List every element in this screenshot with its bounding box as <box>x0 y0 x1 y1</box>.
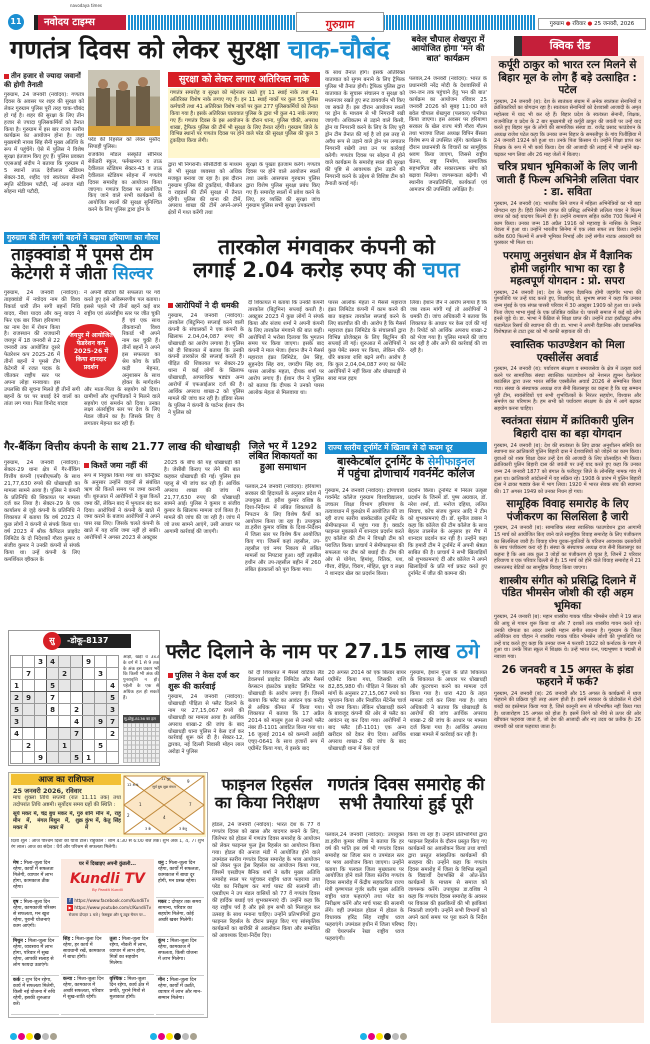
registration-marks <box>10 1025 650 1035</box>
sudoku-cell[interactable]: 7 <box>107 716 119 728</box>
kundli-house: 3 के <box>145 827 152 831</box>
tarcol-headline-line2: लगाई 2.04 करोड़ रुपए की <box>193 258 416 283</box>
sudoku-cell[interactable]: 2 <box>71 704 83 716</box>
basketball-headline <box>325 456 487 480</box>
sudoku-cell[interactable]: 2 <box>11 692 23 704</box>
tarcol-body-1: गुरुग्राम, 24 जनवरी (नवोदय): तारकोल (बिटुमिन) सप्लाई करने वाली कंपनी के संचालकों ने एक कंपनी के खिलाफ 2.04,04,087 रुपए की धोखाधड़ी का आरोप लगाया है। पुलिस को दी शिकायत में बताया कि उनकी कंपनी तारकोल की सप्लाई करती है। पीड़ित की शिकायत पर सेक्टर-29 थाना में कई लोगों के खिलाफ धोखाधड़ी, आपराधिक षड्यंत्र अन्य आरोपों में एफआईआर दर्ज की है। आर्थिक अपराध शाखा-2 को पुलिस मामले की जांच कर रही है। इंडिया सेल्स के पुलिस ने कंपनी के पार्टनर ईशान जैन ने पुलिस को <box>168 313 244 416</box>
taekwondo-strip: गुरुग्राम की तीन सगी बहनों ने बढ़ाया हरियाणा का गौरव <box>4 232 160 244</box>
sudoku-cell[interactable] <box>71 668 83 680</box>
sudoku-row <box>11 656 119 668</box>
sudoku-cell[interactable] <box>107 668 119 680</box>
quick-read-label: क्विक रीड <box>549 39 591 52</box>
sudoku-cell[interactable] <box>59 656 71 668</box>
rashi-name: धनु : <box>158 861 168 866</box>
sudoku-cell[interactable] <box>83 704 95 716</box>
lead-photo-caption: परेड की रिहर्सल को लेकर मुस्तैद सिपाही पुलिस। <box>88 137 160 150</box>
sudoku-puzzle <box>8 630 160 766</box>
rashi-sign <box>156 898 204 937</box>
nbfc-subhead <box>84 460 160 471</box>
lead-body-3: द्वारा भी निगरानी। सीसीटीवी के माध्यम से भी सुरक्षा व्यवस्था को अधिक मजबूत बनाया जा रहा है। इस दौरान गुरुग्राम पुलिस की टुकड़ियां, पीसीआर व राइडर्स की टीमें सुरक्षा में तैनात रहेंगी। पुलिस की थाना की टीमें, अपराध शाखा की टीमें अपने-अपने क्षेत्रों में गश्त करेंगी तथा <box>168 162 242 217</box>
quick-read-body: गुरुग्राम, 24 जनवरी (ब): देश के स्वतंत्रता संग्राम में अनेक स्वतंत्रता सेनानियों व क्रांतिकारियों का योगदान रहा है। स्वतंत्रता सेनानियों को देशवासी आजादी के अमृत महोत्सव में याद भी कर रहे हैं। बिहार प्रदेश के स्वतंत्रता सेनानी, शिक्षक, राजनीतिज्ञ व प्रदेश के 2 बार मुख्यमंत्री रहे कर्पूरी ठाकुर की जयंती पर उन्हें याद करते हुए बिहार मूल के लोगों की सामाजिक संस्था डा. राजेंद्र प्रसाद फाउंडेशन के अध्यक्ष राजेश पटेल कहा कि उनका जन्म बिहार के समस्तीपुर के गांव पितौंझिया में 24 जनवरी 1924 को हुआ था। उनके पिता किसान थे। उन्होंने शिक्षा प्राप्त कर शिक्षक के रूप में भी कार्य किया। देश की आजादी की लड़ाई में भी उन्होंने बढ़-चढ़कर भाग लिया और 26 माह जेलों में बिताए। <box>494 98 641 158</box>
sudoku-cell[interactable] <box>71 740 83 752</box>
sudoku-cell[interactable]: 8 <box>47 704 59 716</box>
dateline: गुरुग्राम ● रविवार ● 25 जनवरी, 2026 <box>538 18 646 30</box>
section-tab <box>296 12 384 32</box>
sudoku-cell[interactable] <box>23 704 35 716</box>
taekwondo-headline-accent: सिल्वर <box>112 263 153 284</box>
rashifal-box <box>8 772 208 1018</box>
sudoku-row <box>11 704 119 716</box>
chaupal-body: पलवल,24 जनवरी (नवोदय): भारत के प्रधानमंत्री नरेंद्र मोदी के देशवासियों से जन-जन तक पहुंचाने हेतु 'मन की बात' कार्यक्रम का आयोजन रविवार 25 जनवरी 2026 को सुबह 11:00 बजे बवेल चौपाल शेखपुरा (पलवल) पानीपत किया जाएगा। इस अवसर पर हरियाणा सरकार के खेल राज्य मंत्री गौरव गौतम तथा भाजपा जिला अध्यक्ष विपिन बैंसला विशेष रूप से उपस्थित रहेंगे। कार्यक्रम के दौरान प्रधानमंत्री के विचारों का सामूहिक श्रवण किया जाएगा, जिससे राष्ट्रीय चेतना, राष्ट्र निर्माण, सामाजिक सहभागिता और सकारात्मक सोच को बढ़ावा मिलेगा। जागरूकता बढ़ेगी। भी स्थानीय जनप्रतिनिधि, कार्यकर्ता एवं आमजन की उपस्थिति अपेक्षित है। <box>409 76 487 193</box>
sudoku-cell[interactable] <box>47 740 59 752</box>
sudoku-row <box>11 752 119 764</box>
rashi-text: मिला-जुला दिन रहेगा, कामकाज में सफलता, किसी योजना में लाभ मिलेगा। <box>158 939 198 962</box>
sudoku-cell[interactable]: 1 <box>59 740 71 752</box>
rashi-sign <box>11 859 59 898</box>
sudoku-cell[interactable] <box>23 752 35 764</box>
quick-read-body: गुरुग्राम, 24 जनवरी (ब): पर्यावरण संरक्षण व समाजसेवा के क्षेत्र में उत्कृष्ट कार्य करने पर सामाजिक संस्था स्वास्तिक फाउण्डेशन को नेशनल ह्यूमन वेलफेयर काउंसिल द्वारा उत्तर भारत सर्विस एक्सीलेंस अवार्ड 2026 से सम्मानित किया गया। संस्था के संस्थापक अध्यक्ष राज सैनी बिलासपुर का कहना है कि यह सम्मान पूरी टीम, स्वयंसेवियों एवं सभी शुभचिंतकों के निरंतर सहयोग, विश्वास और समर्पण का परिणाम है। हम सभी को पर्यावरण संरक्षण के क्षेत्र में आगे बढ़कर सहयोग करना चाहिए। <box>494 366 641 412</box>
sudoku-cell[interactable] <box>95 680 107 692</box>
sudoku-cell[interactable]: 5 <box>47 680 59 692</box>
rashifal-header <box>9 773 206 837</box>
rashi-sign <box>61 975 108 1015</box>
sudoku-cell[interactable] <box>35 716 47 728</box>
brand-logo: नवोदय टाइम्स <box>34 15 126 30</box>
section-title: गुरुग्राम <box>325 18 355 31</box>
police-officers-photo-icon <box>88 70 160 136</box>
sudoku-cell[interactable]: 4 <box>107 680 119 692</box>
rashi-text: दोपहर तक समय सामान्य, परिवार का सहयोग मिलेगा, कोई अच्छी खबर मिलेगी। <box>158 900 202 923</box>
sudoku-cell[interactable] <box>71 656 83 668</box>
sudoku-cell[interactable] <box>35 680 47 692</box>
sudoku-cell[interactable] <box>71 680 83 692</box>
quick-read-headline: 26 जनवरी व 15 अगस्त के झंडा फहराने में फर्क? <box>501 663 634 689</box>
lead-headline <box>10 36 405 64</box>
sudoku-solution-title: सु-डोकू-8136 का हल <box>123 715 160 723</box>
sudoku-cell[interactable]: 3 <box>35 656 47 668</box>
lead-box-title: सुरक्षा को लेकर लगाए अतिरिक्त नाके <box>168 72 320 87</box>
rashi-name: वृष : <box>13 900 23 905</box>
kundli-house: 4 <box>163 815 166 820</box>
sudoku-title <box>47 634 131 648</box>
bullet-icon <box>168 673 173 678</box>
sudoku-cell[interactable]: 9 <box>83 656 95 668</box>
sudoku-badge: सु <box>43 632 61 650</box>
planet-position-1: सूर्य मकर में, चंद्र मीन में, मंगल मकर में <box>13 811 47 831</box>
nbfc-body-2: रूप में नियुक्त किया गया था। कॉन्ट्रैक्ट के अनुसार उन्होंने वाहनों से संबंधित ऋण की किश्तें समय पर जमा करानी थीं। शुरुआत में आरोपियों ने कुछ किश्तें जमा कीं, लेकिन बाद में भुगतान बंद कर दिया। आरोपियों ने कंपनी के खाते में जमा कराने के बजाय आरोपियों ने अपने पास रख लिए। जिसके चलते कंपनी के खाते में यह राशि जमा नहीं हो सकी। आरोपियों ने अगस्त 2023 से अक्टूबर <box>84 473 160 542</box>
sudoku-cell[interactable] <box>59 728 71 740</box>
sudoku-cell[interactable]: 4 <box>11 728 23 740</box>
sudoku-cell[interactable] <box>35 704 47 716</box>
kundli-house: 7 <box>189 802 192 807</box>
rashi-text: शुभ दिन रहेगा, कार्य में सफलता मिलेगी, किसी नई योजना में रुचि रहेगी, इसकी शुरुआत करें। <box>13 978 56 1007</box>
taekwondo-headline-line1: ताइक्वांडो में पूमसे टीम <box>11 245 153 265</box>
rashi-name: मिथुन : <box>13 939 27 944</box>
planet-position-2: बुध मकर में, गुरु मिथुन में, शुक्र मकर में <box>49 811 83 831</box>
rehearsal-headline: फाइनल रिहर्सल का किया निरीक्षण <box>214 775 320 812</box>
nbfc-body-3: 2025 के बीच की यह धोखाधड़ी की है। जेसीबी किराए पर लेने की बात कहकर धोखाधड़ी की गई। पुलिस इस पहलू से भी जांच कर रही है। आर्थिक अपराध शाखा की जांच में 21,77,630 रुपए की धोखाधड़ी सामने आई। पुलिस ने कुमार व संजीव कुमार के खिलाफ मामला दर्ज किया है। मामले की जांच की जा रही है। जांच में जो तथ्य सामने आएंगे, उसी आधार पर आगामी कार्रवाई की जाएगी। <box>164 460 240 536</box>
sudoku-cell[interactable] <box>47 728 59 740</box>
sudoku-instructions: आड़ी, खड़ी व 3x3 के वर्ग में 1 से 9 तक के अंक इस प्रकार भरें कि किसी भी अंक की पुनरावृत्ति न हो। पहेली के एक से अधिक हल हो सकते हैं। <box>123 655 159 701</box>
rashi-text: मिला-जुला दिन रहेगा, व्यवसाय में लाभ होगा, परिवार में सुख रहेगा, आपकी सलाह से लोग फायदा उठाएंगे। <box>13 939 55 968</box>
rashi-text: मिला-जुला दिन रहेगा, कार्यों में सफलता मिलेगी, व्यापार में लाभ होगा, कामकाज ठीक रहेगा। <box>13 861 54 890</box>
signs-left <box>11 859 59 1015</box>
sudoku-cell[interactable] <box>23 728 35 740</box>
flat-headline <box>166 640 487 662</box>
youtube-link[interactable] <box>67 905 154 911</box>
kundli-house: 9 <box>187 779 190 784</box>
sudoku-cell[interactable]: 1 <box>11 680 23 692</box>
rashifal-summary: दिशा शूल : आज पश्चिम दिशा की यात्रा टालें। राहुकाल : शाम 4:30 से 6:00 बजे तक। शुभ अंक 1, 4, 7। शुभ रंग लाल। आज का संदेश : धैर्य और परिश्रम से सफलता मिलेगी। <box>11 839 204 850</box>
flat-headline-accent: ठगे <box>456 639 480 663</box>
sudoku-cell[interactable] <box>59 680 71 692</box>
sudoku-cell[interactable] <box>107 656 119 668</box>
facebook-link[interactable] <box>67 898 154 904</box>
sudoku-row <box>11 716 119 728</box>
facebook-url: https://www.facebook.com/KundliTv <box>74 898 150 903</box>
sudoku-cell[interactable] <box>11 752 23 764</box>
rashi-sign <box>11 898 59 937</box>
rashifal-title: आज का राशिफल <box>11 774 121 785</box>
sudoku-cell[interactable] <box>59 704 71 716</box>
flat-subhead <box>168 670 244 692</box>
taekwondo-headline <box>4 246 160 283</box>
ceremony-body-2: किया जा रहा है। उन्होंने प्रतिभागियों द्वारा फाइनल रिहर्सल के दौरान प्रस्तुत किए गए कार्यक्रमों का अवलोकन किया तथा बच्चों द्वारा प्रस्तुत सांस्कृतिक कार्यक्रमों की सराहना की। उन्होंने कहा कि गणतंत्र दिवस समारोह में जिला के विभिन्न स्कूलों के विद्यार्थी देशभक्ति से ओत-प्रोत कार्यक्रमों के माध्यम से समाज को जागरूक करेंगे। उपायुक्त डा.वशिष्ठ ने कहा कि गणतंत्र दिवस समारोह के अवसर पर विकास की झलकियों की भी झांकियां निकाली जाएंगी। उन्होंने सभी विभागों को अपने कार्य समय पर पूरा करने के निर्देश दिए। <box>408 832 487 928</box>
quick-read-tab <box>514 36 618 56</box>
lead-headline-accent: चाक-चौबंद <box>287 35 390 64</box>
sudoku-cell[interactable] <box>23 716 35 728</box>
rashi-text: मिला-जुला दिन रहेगा, कार्यों में सफलता, कामकाज में बाधा दूर होगी, मन प्रसन्न रहेगा। <box>158 861 201 884</box>
taekwondo-highlight-circle <box>62 322 120 380</box>
sudoku-cell[interactable] <box>95 728 107 740</box>
highlight-text: जयपुर में आयोजित फेडरेशन कप 2025-26 में किया शानदार प्रदर्शन <box>69 332 113 371</box>
sudoku-cell[interactable] <box>35 668 47 680</box>
sudoku-cell[interactable]: 7 <box>71 728 83 740</box>
quick-read-body: गुरुग्राम, 24 जनवरी (ब): देश की स्वतंत्रता के लिए ढाका अनुशीलन समिति का स्थापना कर क्रांतिकारी पुलिन बिहारी दास ने देशवासियों को जोड़ने का काम किया। युवाओं को शस्त्र शिक्षा देकर उन्हें देश की आजादी के लिए प्रोत्साहित भी किया। क्रांतिकारी पुलिन बिहारी दास की जयंती पर उन्हें याद करते हुए कहा कि उनका जन्म 24 जनवरी 1877 को बंगाल के फरीदपुर जिले के लोनसिंह नामक गांव में हुआ था। क्रांतिकारी आंदोलनों में वह सक्रिय रहे। 1908 के प्रारंभ में पुलिन बिहारी दास ने ढाका षड्यंत्र केस में भाग लिया। 1920 में भारत सेवक संघ की स्थापना की। 17 अगस्त 1949 को उनका निधन हो गया। <box>494 442 641 495</box>
sudoku-cell[interactable] <box>35 692 47 704</box>
basketball-headline-line2: में पहुंचा द्रोणाचार्य गवर्नमेंट कॉलेज <box>337 467 475 481</box>
sudoku-cell[interactable]: 4 <box>71 716 83 728</box>
quick-read-headline: सामूहिक विवाह समारोह के लिए पंजीकरण का सिलसिला है जारी <box>506 498 629 523</box>
nbfc-body-1: गुरुग्राम, 24 जनवरी (नवोदय): सेक्टर-29 थाना क्षेत्र में गैर-बैंकिंग वित्तीय कंपनी (एनबीएफसी) के साथ 21,77,630 रुपये की धोखाधड़ी का मामला सामने आया है। पुलिस ने कंपनी के प्रतिनिधि की शिकायत पर मामला दर्ज कर लिया है। सेक्टर-29 के एक कार्यालय से जुड़े कंपनी के प्रतिनिधि ने शिकायत में बताया कि वर्ष 2023 में कुछ लोगों ने कंपनी से संपर्क किया था। वर्ष 2023 में श्रीक कैपिटल प्राइवेट लिमिटेड के दो निदेशकों गौरव कुमार व संजीव कुमार ने उनकी कंपनी से संपर्क किया था। उन्हें कंपनी के लिए कमर्शियल व्हीकल के <box>4 460 80 563</box>
planet-position-3: शनि मीन में, राहु कुंभ में, केतु सिंह में <box>85 811 121 831</box>
color-bar-left <box>10 1025 58 1044</box>
sudoku-cell[interactable] <box>35 728 47 740</box>
sudoku-cell[interactable] <box>47 716 59 728</box>
sudoku-cell[interactable] <box>47 668 59 680</box>
lead-body-4: सुरक्षा के पुख्ता इंतजाम करेंगे। गणतंत्र दिवस पर होने वाले आयोजन स्थलों तथा उसके आसपास गुरुग्राम पुलिस द्वारा विशेष पुलिस सुरक्षा प्रबंध किए गए हैं। समारोह स्थलों में प्रवेश करने के लिए, हर व्यक्ति की सुरक्षा जांच गुरुग्राम पुलिस सभी सुरक्षा उपकरणों <box>246 162 320 210</box>
rashi-sign <box>156 859 204 898</box>
sudoku-cell[interactable] <box>83 740 95 752</box>
ad-brand-logo: Kundli TV <box>70 871 145 887</box>
quick-read-headline: चरित्र प्रधान भूमिकाओं के लिए जानी जाती हैं फिल्म अभिनेत्री ललिता पंवार : डा. सविता <box>496 161 639 199</box>
taekwondo-body-1: गुरुग्राम, 24 जनवरी (नवोदय): ताइक्वांडो में नवोदय नाम की विश्व रिकार्ड धारी तीन सगी बहनों निधि यादव, नीशा यादव और कनु यादव ने फिर एक बार जिला हरियाणा का नाम देश में रोशन किया है। राजस्थान की राजधानी जयपुर में 18 जनवरी से 22 जनवरी तक आयोजित दूसरे फेडरेशन कप 2025-26 में तीनों बहनों ने पूमसे टीम केटेगरी में रजत पदक के जीतकर राष्ट्रीय स्तर पर अपना लोहा मनवाया। इस उपलब्धि की सूचना मिलते ही तीनों सगी बहनों के घर पर बधाई देने वालों का तांता लग गया। पिता विनोद यादव <box>4 290 80 407</box>
tarcol-subhead <box>168 300 244 311</box>
sudoku-cell[interactable] <box>107 740 119 752</box>
sudoku-cell[interactable] <box>35 740 47 752</box>
bullet-icon <box>84 463 89 468</box>
sudoku-solution-grid <box>123 723 160 763</box>
quick-read-column <box>491 56 644 1023</box>
sudoku-row <box>11 728 119 740</box>
flat-body-1: गुरुग्राम, 24 जनवरी (नवोदय): धोखाधड़ी पीड़िता से फ्लैट दिलाने के नाम पर 27,15,067 रुपये की धोखाधड़ी का मामला आया है। आर्थिक अपराध शाखा-2 की जांच के बाद धोखाधड़ी थाना पुलिस ने केस दर्ज कर कार्रवाई शुरू कर दी है। सेक्टर-12, द्वारका, नई दिल्ली निवासी मोहन लाल अरोड़ा ने पुलिस <box>168 694 244 756</box>
sudoku-grid <box>10 655 119 764</box>
rashifal-tithi: माघ शुक्ला तिथि सप्तमी (रात 11.11 तक) तथा तदोपरांत तिथि अष्टमी। सूर्योदय समय ग्रहों की स्थिति : <box>13 795 121 808</box>
rashi-name: कर्क : <box>13 978 24 983</box>
ceremony-headline: गणतंत्र दिवस समारोह की सभी तैयारियां हुई पूरी <box>327 775 485 814</box>
sudoku-cell[interactable] <box>83 680 95 692</box>
quick-read-headline: स्वतंत्रता संग्राम में क्रांतिकारी पुलिन बिहारी दास का बड़ा योगदान <box>501 415 634 440</box>
sudoku-cell[interactable] <box>71 692 83 704</box>
signs-bottom <box>61 935 154 1015</box>
youtube-url: https://www.youtube.com/c/KundliTv <box>74 905 152 910</box>
tarcol-body-3: पारस आलोक मेहता ने मैसर्स महाराज इंफ्रा लिमिटेड कंपनी में काम करने की बात कहकर तारकोल सप्लाई करने के लिए बातचीत की थी। आरोप है कि मैसर्स महाराज इंफ्रा लिमिटेड के संचालकों द्वारा विभिन्न प्रोजेक्ट्स के लिए बिटुमिन की सप्लाई ली गई। शुरुआत में आरोपियों ने कुछ पेमेंट समय पर किया, लेकिन धीरे-धीरे बकाया राशि बढ़ने लगी। आरोप है कि कुल 2,04,04,087 रुपए का पेमेंट आरोपियों ने नहीं किया और धोखाधड़ी से सारा माल हड़प <box>328 300 406 382</box>
kundli-house: 3 केतु <box>179 827 188 831</box>
sudoku-cell[interactable] <box>47 752 59 764</box>
rashi-name: मकर : <box>158 900 171 905</box>
kundli-house: 2 <box>127 813 130 818</box>
tarcol-col-1 <box>168 298 244 438</box>
sudoku-cell[interactable] <box>11 740 23 752</box>
sudoku-row <box>11 668 119 680</box>
rashi-text: मिला-जुला दिन रहेगा, कामकाजी परिश्रम से सफलता, मन खुश रहेगा, पुरानी योजनाएं काम आएंगी। <box>13 900 56 929</box>
basketball-headline-line1: बास्केटबॉल टूर्नामेंट के <box>337 455 424 468</box>
lead-body-5: के साथ तैनात होंगे। इसके अतिरिक्त यातायात को सुगम बनाने के लिए ट्रैफिक पुलिस भी तैनात होगी। ट्रैफिक पुलिस द्वारा यातायात के सुचारू संचालन व सुरक्षा को मध्यनजर रखते हुए रूट डायवर्जन भी किए जा सकते हैं। इस दौरान आयोजन स्थलों पर ड्रोन के माध्यम से भी निगरानी रखी जाएगी। अधिकतम से उड़ाने वाले किसी, ड्रोन या निगरानी करने के लिए के लिए पुरी ड्रोन टीम तैनात की गई है जो इस तरह से अवैध रूप से उड़ाने वाले ड्रोन पर लगातार निगरानी रखेगी तथा उन पर कार्रवाई करेगी। गणतंत्र दिवस पर सोहना में होने वाले कार्यक्रम के समारोह स्थल की सुरक्षा की पुष्टि से आवश्यक ड्रोन उड़ाने की निगरानी करने के उद्देश्य से विशिष्ट टीम को तैनाती कराई गई। <box>325 70 405 187</box>
youtube-icon: ▶ <box>68 905 72 910</box>
sudoku-cell[interactable]: 5 <box>95 740 107 752</box>
kundli-house: 12 श.च. <box>127 783 140 787</box>
lead-photo <box>88 70 160 136</box>
taekwondo-body-2: ने अपनी बेटियों की सफलता पर गर्व करते हुए इसे अविस्मरणीय पल बताया। इससे पहले भी तीनों बहनें कई बार राष्ट्रीय एवं अंतर्राष्ट्रीय स्तर पर जीत चुकी हैं एवं एक साथ तीकवान्डो विश्व रिकार्ड भी अपने नाम कर चुकी हैं। तीनों बहनों ने अपने इस सफलता का श्रेय कोच के प्रति कड़ी मेहनत, अनुशासन के साथ होकर के मार्गदर्शन और माता-पिता के सहयोग को दिया। ग्रामीणों और शुभचिंतकों ने मिलने वाले सहयोग एवं समर्थन को दिया। उनका लक्ष्य अंतर्राष्ट्रीय स्तर पर देश के लिए मेडल जीतने का है। जिसके लिए वे लगातार मेहनत कर रही हैं। <box>84 290 160 428</box>
sudoku-cell[interactable] <box>23 656 35 668</box>
sudoku-cell[interactable] <box>95 656 107 668</box>
rehearsal-body: होडल, 24 जनवरी (नवोदय): भारत देश के 77 वें गणतंत्र दिवस को खास और यादगार बनाने के लिए, जिलेभर को होडल में गणतंत्र दिवस समारोह के आयोजन को लेकर फाइनल फुल ड्रेस रिहर्सल का आयोजन किया गया। होडल की अनाज मंडी में आयोजित होने वाले उपमंडल स्तरीय गणतंत्र दिवस समारोह के भव्य आयोजन को लेकर फुल ड्रेस रिहर्सल का आयोजन किया गया, जिसमें एसडीएम बैनिक शर्मा ने बतौर मुख्य अतिथि समारोह स्थल पर पहुंचकर राष्ट्रीय ध्वज फहराया तथा परेड का निरीक्षण कर मार्च पास्ट की सलामी ली। एसडीएम ने उप मंडल वासियों को 77 वें गणतंत्र दिवस की हार्दिक बधाई एवं शुभकामनाएं दीं। उन्होंने कहा कि यह राष्ट्रीय पर्व है और इसे हम सभी को मिलजुल कर उत्साह के साथ मनाना चाहिए। उन्होंने प्रतिभागियों द्वारा फाइनल रिहर्सल के दौरान प्रस्तुत किए गए सांस्कृतिक कार्यक्रमों का बारीकी से अवलोकन किया और सम्बंधित को आवश्यक दिशा-निर्देश दिए। <box>212 822 320 939</box>
ad-by: By Pandit Kundli <box>92 887 123 892</box>
rashi-text: मिला-जुला दिन रहेगा, नौकरी में लाभ, व्यापार में लाभ होगा, मित्रों का सहयोग मिलेगा। <box>109 937 149 966</box>
sudoku-cell[interactable] <box>83 728 95 740</box>
subhead-text: आरोपियों ने दी धमकी <box>175 301 239 310</box>
lead-box-body: गणतंत्र समारोह व सुरक्षा को मद्देनजर रखते हुए 11 स्थाई नाके तथा 41 अतिरिक्त विशेष नाके लगाए गए हैं। इन 11 स्थाई नाकों पर कुल 55 पुलिस कर्मचारी तथा 41 अतिरिक्त विशेष नाकों पर कुल 277 पुलिसकर्मियों को तैनात किया गया है। इसके अतिरिक्त यातायात पुलिस के द्वारा भी कुल 41 नाके लगाए गए हैं। गणतंत्र दिवस के इस आयोजन के दौरान थाना, पुलिस चौकी, अपराध शाखा, ट्रैफिक पुलिस की टीमें भी सुरक्षा के लिए तैनात रहेंगी। गुरुग्राम जिले के विभिन्न स्थानों पर गणतंत्र दिवस पर होने वाले परेड की सुरक्षा पुलिस की कुल 3 टुकड़िया किया लेगी। <box>168 88 320 158</box>
basketball-body-1: गुरुग्राम, 24 जनवरी (नवोदय): द्रोणाचार्य गवर्नमेंट कॉलेज गुरुग्राम विश्वविद्यालय, उच्चतर शिक्षा विभाग हरियाणा के तत्वावधान में कुरुक्षेत्र में आयोजित की जा रही राज्य स्तरीय बास्केटबॉल टूर्नामेंट के सेमीफाइनल में पहुंच गया है। क्वार्टर फाइनल मुकाबले में शानदार प्रदर्शन करते हुए कॉलेज की टीम ने विपक्षी टीम को पराजित किया। प्राचार्य ने सेमीफाइनल की सफलता पर टीम को बधाई दी। टीम की ओर से योगेश, हिमांशु, रितिक, यश, गौरव, रोहित, चिराग, मोहित, ध्रुव व लक्ष्य ने शानदार खेल का प्रदर्शन किया। <box>325 488 404 577</box>
taekwondo-headline-line2: केटेगरी में जीता <box>11 263 107 284</box>
sudoku-cell[interactable] <box>83 668 95 680</box>
basketball-body-2: प्रदर्शन किया। टूर्नामेंट में निरंतर उत्कृष्ट प्रदर्शन के जिनमें डॉ. पुष्प अग्रवाल, डॉ. नरेश शर्मा, डॉ. मनोज दहिया, ललित सिवाच, कोच संजय कुमार आदि ने टीम को शुभकामनाएं दीं। डॉ. सुनील डबास ने कहा कि कॉलेज की टीम कॉलेज के साथ बेहतर तालमेल के अनुसार हर मैच में शानदार प्रदर्शन कर रही है। उन्होंने कहा कि हमारी टीम ने टूर्नामेंट में अपनी श्रेष्ठता साबित की है। प्राचार्य ने सभी खिलाड़ियों को शुभकामनाएं दीं और कॉलेज ने अपने खिलाड़ियों के प्रति गर्व प्रकट करते हुए टूर्नामेंट में जीत की कामना की। <box>408 488 487 577</box>
quick-read-headline: स्वास्तिक फाउण्डेशन को मिला एक्सीलेंस अवार्ड <box>510 339 625 364</box>
sudoku-cell[interactable]: 3 <box>107 704 119 716</box>
quick-read-headline: कर्पूरी ठाकुर को भारत रत्न मिलने से बिहार मूल के लोग हैं बड़े उत्साहित : पटेल <box>498 59 637 97</box>
ad-timing: रोजाना दोपहर 1 बजे | फेसबुक और यू ट्यूब चैनल पर... <box>68 912 147 917</box>
nbfc-col-2 <box>84 458 160 626</box>
ad-tagline: घर में दिखाइए अपनी कुंडली... <box>78 861 137 867</box>
rashi-name: मीन : <box>158 978 169 983</box>
color-bar-center <box>150 1025 198 1044</box>
quick-read-body: गुरुग्राम, 24 जनवरी (ब): भारतीय सिने जगत में महिला अभिनेत्रियों का भी बड़ा योगदान रहा है। हिंदी सिनेमा जगत की प्रसिद्ध अभिनेत्री ललिता पंवार ने फिल्म जगत को कई यादगार फिल्में दी हैं। उन्होंने रामायण सहित करीब 700 फिल्मों में काम किया। उनका जन्म 18 अप्रैल 1916 को महाराष्ट्र के नासिक के निकट येवला में हुआ था। उन्होंने भारतीय सिनेमा में एक लंबा सफर तय किया। उन्होंने करीब 600 फिल्मों में अपनी भूमिका निभाई और उन्हें संगीत नाटक अकादमी का पुरस्कार भी मिला था। <box>494 200 641 247</box>
rashi-sign <box>108 975 155 1015</box>
quick-read-body: गुरुग्राम, 24 जनवरी (ब): महान शास्त्रीय गायक पंडित भीमसेन जोशी ने 19 साल की आयु से गायन शुरू किया था और 7 दशकों तक शास्त्रीय गायन करते रहे। उनकी योग्यता का आदर उनकी महान संगीत साधना है। गुरुग्राम के जिला अतिरिक्त राव चौहान ने शास्त्रीय गायक पंडित भीमसेन जोशी की पुण्यतिथि पर उन्हें याद करते हुए कहा कि उनका जन्म 4 फरवरी 1922 को कर्नाटक के गडग में हुआ था। उनके पिता स्कूल में शिक्षक थे। उन्हें भारत रत्न, पद्मभूषण व पद्मश्री से नवाजा गया। <box>494 614 641 660</box>
quick-read-body: गुरुग्राम, 24 जनवरी (ब): देश के महान वैज्ञानिक होमी जहांगीर भाभा की पुण्यतिथि पर उन्हें याद करते हुए, शिक्षाविद् प्रो. सुभाष सपरा ने कहा कि उनका जन्म मुंबई के एक संपन्न पारसी परिवार में 30 अक्टूबर 1909 को हुआ था। उनके पिता जेएच भाभा मुंबई के एक प्रतिष्ठित वकील थे। पारसी समाज में कई बड़े लोग इनसे जुड़े थे। डा. भाभा ने कैंब्रिज से शिक्षा प्राप्त की। उन्होंने टाटा इंस्टीट्यूट ऑफ फंडामेंटल रिसर्च की स्थापना की थी। डा. भाभा ने अपनी वैज्ञानिक और प्रशासनिक विशेषज्ञता से टाटा ट्रस्ट को भी काफी सहायता की थी। <box>494 289 641 336</box>
rashi-sign <box>156 937 204 976</box>
rashi-text: मिला-जुला दिन रहेगा, कार्यों में उन्नति, व्यापार में लाभ और मान-सम्मान मिलेगा। <box>158 978 202 1001</box>
sudoku-cell[interactable]: 5 <box>11 704 23 716</box>
sudoku-cell[interactable] <box>59 692 71 704</box>
flat-headline-main: फ्लैट दिलाने के नाम पर 27.15 लाख <box>166 639 450 663</box>
sudoku-cell[interactable]: 1 <box>83 752 95 764</box>
flat-body-3: 20 अगस्त 2014 को एक बिल्डर बायर एग्रीमेंट किया गया, जिसकी राशि 82,85,980 थी। पीड़िता ने बिल्डर को मांगों के अनुसार 27,15,067 रुपये का भुगतान किया और निर्धारित मेंटेनेंस चार्ज भी जमा किया। लेकिन धोखाधड़ी करने के बावजूद कंपनी की ओर से फ्लैट का आवंटन रद्द कर दिया गया। आरोपियों ने बाद फ्लैट (डी-1101) एक अन्य खरीदार को देकर बेच दिया। आर्थिक अपराध शाखा-2 की जांच के बाद धोखाधड़ी थाना में केस दर्ज <box>328 670 406 752</box>
tarcol-headline-accent: चपत <box>422 258 460 283</box>
sudoku-cell[interactable]: 2 <box>107 728 119 740</box>
tarcol-body-2: दी शिकायत में बताया कि उनकी कंपनी तारकोल (बिटुमिन) सप्लाई करती है। अक्टूबर 2023 में कुछ लोगों ने संपर्क किया और संजय शर्मा ने अपनी कंपनी के लिए तारकोल मंगवाने की बात कही। आरोपियों ने भरोसा दिलाया कि भुगतान समय पर किया जाएगा। इसके बाद कंपनी ने माल भेजा। ईशान जैन ने मैसर्स महाराज इंफ्रा लिमिटेड, प्रेम सिंह, सुहनदेव सिंह राव, जगदीप सिंह राव, पारस आलोक महता, दीपक शर्मा पर आरोप लगाए हैं। ईशान जैन ने पुलिस को बताया कि दीपक ने उनको पारस आलोक मेहता से मिलवाया था। <box>248 300 324 396</box>
sudoku-cell[interactable] <box>95 704 107 716</box>
sudoku-row <box>11 692 119 704</box>
sudoku-cell[interactable]: 7 <box>23 668 35 680</box>
lead-kicker <box>4 72 84 90</box>
kicker-text: तीन हजार से ज्यादा जवानों की होगी तैनाती <box>4 72 81 89</box>
sudoku-cell[interactable]: 7 <box>47 692 59 704</box>
subhead-text: पुलिस ने केस दर्ज कर शुरू की कार्रवाई <box>168 671 240 691</box>
sudoku-cell[interactable]: 2 <box>59 668 71 680</box>
rashi-name: सिंह : <box>63 937 74 942</box>
rashi-sign <box>108 935 155 975</box>
sudoku-cell[interactable]: 5 <box>71 752 83 764</box>
lead-headline-main: गणतंत्र दिवस को लेकर सुरक्षा <box>10 35 280 64</box>
sudoku-cell[interactable] <box>59 716 71 728</box>
ceremony-body-1: पलवल,24 जनवरी (नवोदय): उपायुक्त डा.हरीश कुमार वशिष्ठ ने बताया कि हर वर्ष की भांति इस वर्ष भी गणतंत्र दिवस समारोह का जिला स्तर व उपमंडल स्तर पर भव्य आयोजन किया जाएगा। उन्होंने बताया कि पलवल जिला मुख्यालय पर आयोजित होने वाले जिला स्तरीय गणतंत्र दिवस समारोह में केंद्रीय सहकारिता राज्य मंत्री कृष्णपाल गुर्जर बतौर मुख्य अतिथि राष्ट्रीय ध्वज फहराएंगे तथा परेड का निरीक्षण करेंगे और मार्च पास्ट की सलामी लेंगे। वहीं उपमंडल होडल में होडल के विधायक हरिंद्र सिंह राष्ट्रीय ध्वज फहराएंगे। उपमंडल हथीन में जिला परिषद की चेयरपर्सन रेखा राष्ट्रीय ध्वज फहराएंगी। <box>325 832 404 942</box>
sudoku-row <box>11 740 119 752</box>
grievance-headline: जिले भर में 1292 लंबित शिकायतों का हुआ समाधान <box>248 441 318 473</box>
rashi-text: मिला-जुला दिन रहेगा, कार्य क्षेत्र में प्रगति, पुराने मित्रों से मुलाकात होगी। <box>109 977 149 1000</box>
rashifal-date: 25 जनवरी 2026, रविवार <box>13 787 82 795</box>
tarcol-headline <box>166 236 487 282</box>
facebook-icon: f <box>67 898 73 904</box>
color-bar-right <box>360 1025 408 1044</box>
sudoku-row <box>11 680 119 692</box>
rashi-sign <box>11 937 59 976</box>
rashi-name: वृश्चिक : <box>109 977 126 982</box>
rashi-sign <box>156 976 204 1015</box>
sudoku-number: -डोकू-8137 <box>67 636 109 645</box>
chaupal-headline: बवेल चौपाल शेखपुरा में आयोजित होगा 'मन की बात' कार्यक्रम <box>411 35 485 64</box>
grievance-body: पलवल,24 जनवरी (नवोदय): हरियाणा सरकार की हिदायतों के अनुसार प्रदेश में उपायुक्त डॉ. हरीश कुमार वशिष्ठ के दिशा-निर्देशन में लंबित शिकायतों के निपटान के लिए विशेष कैंपों का आयोजन किया जा रहा है। उपायुक्त डा.हरीश कुमार वशिष्ठ के दिशा-निर्देशन में जिला स्तर पर विशेष कैंप आयोजित किए गए। जिसमें कहां तहसील, उप-तहसील एवं नगर निकाय से लंबित मामलों का निपटारा हुआ। वहीं तहसील हथीन और उप-तहसील बहीन में 260 लंबित इंतकालों को पूरा किया गया। <box>245 484 321 573</box>
rashi-sign <box>61 935 108 975</box>
nbfc-headline: गैर-बैंकिंग वित्तीय कंपनी के साथ 21.77 लाख की धोखाधड़ी <box>4 441 240 453</box>
dateline-city: गुरुग्राम <box>549 21 564 27</box>
sudoku-cell[interactable] <box>23 680 35 692</box>
sudoku-cell[interactable]: 9 <box>23 692 35 704</box>
basketball-strip: राज्य स्तरीय टूर्नामेंट में खिताब से दो कदम दूर <box>325 442 487 454</box>
kundli-tv-ad <box>61 859 154 933</box>
sudoku-cell[interactable] <box>59 752 71 764</box>
sudoku-cell[interactable]: 9 <box>95 716 107 728</box>
sudoku-cell[interactable]: 3 <box>95 668 107 680</box>
lead-body-1: गुरुग्राम, 24 जनवरी (नवोदय): गणतंत्र दिवस के अवसर पर शहर की सुरक्षा को लेकर गुरुग्राम पुलिस पूरी तरह चाक-चौबंद हो गई है। शहर की सुरक्षा के लिए तीन हजार से ज्यादा पुलिसकर्मियों को तैनात किया है। गुरुग्राम में इस बार राज्य स्तरीय कार्यक्रम का आयोजन होना है। जहां मुख्यमंत्री नायब सिंह सैनी मुख्य अतिथि के रूप में पहुंचेंगे। ऐसे में पुलिस ने विशेष सुरक्षा इंतजाम किए हुए हैं। पुलिस प्रवक्ता एएसआई संदीप ने बताया कि गुरुग्राम में 5 स्थानों ताऊ देवीलाल स्टेडियम सेक्टर-38, शहीद एवं स्वतंत्रता सेनानी स्मृति स्टेडियम पटौदी, नई अनाज मंडी सोहना मंडी पटौदी, <box>4 92 84 195</box>
sudoku-cell[interactable] <box>107 752 119 764</box>
sudoku-cell[interactable]: 5 <box>107 692 119 704</box>
bullet-icon <box>4 74 9 79</box>
quick-read-headline: परमाणु अनुसंधान क्षेत्र में वैज्ञानिक होमी जहांगीर भाभा का रहा है महत्वपूर्ण योगदान : प्रो. सपरा <box>503 250 632 288</box>
quick-read-headline: शास्त्रीय संगीत को प्रसिद्धि दिलाने में पंडित भीमसेन जोशी की रही अहम भूमिका <box>499 574 636 612</box>
sudoku-cell[interactable] <box>11 668 23 680</box>
sudoku-cell[interactable]: 4 <box>47 656 59 668</box>
quick-read-body: गुरुग्राम, 24 जनवरी (ब): 26 जनवरी और 15 अगस्त के कार्यक्रमों में ध्वज फहराने की प्रक्रिया पूरी तरह अलग होती है। इसमें सरकार के प्रोटोकॉल में दोनों शब्दों का इस्तेमाल किया गया है, जिसे कानूनी रूप से परिभाषित नहीं किया गया है। ध्वजारोहण 15 अगस्त को होता है। इसमें तिरंगे को नीचे से ऊपर की ओर खींचकर फहराया जाता है, जो देश की आजादी और नए उदय का प्रतीक है। 26 जनवरी को ध्वज फहराया जाता है। <box>494 690 641 730</box>
dateline-day: रविवार <box>572 21 586 27</box>
dateline-date: 25 जनवरी, 2026 <box>594 21 635 27</box>
rashi-text: मिला-जुला दिन रहेगा, हर कार्य में सावधानी रखें, कामकाज में बाधा होगी। <box>63 937 105 960</box>
tarcol-body-4: लिया। ईशान जैन ने आरोप लगाया है कि जब रकम मांगी गई तो आरोपियों ने धमकी दी। जांच अधिकारी ने बताया कि शिकायत के आधार पर केस दर्ज की गई है। रिपोर्ट को आर्थिक अपराध शाखा-2 को भेजा गया है। पुलिस मामले की जांच कर रही है और आगे की कार्रवाई की जा रही है। <box>410 300 487 355</box>
sudoku-cell[interactable]: 3 <box>11 716 23 728</box>
bullet-icon <box>168 303 173 308</box>
kundli-center: सूर्य बुध शुक्र मंगल <box>152 785 176 789</box>
quick-read-body: गुरुग्राम, 24 जनवरी (ब): सामाजिक संस्था स्वास्तिक फाउण्डेशन द्वारा आगामी 15 मार्च को आयोजित किए जाने वाले सामूहिक विवाह समारोह के लिए पंजीकरण का सिलसिला जारी है। विवाह योग्य युवक-युवतियों के परिजन आवश्यक दस्तावेजों के साथ पंजीकरण करा रहे हैं। संस्था के संस्थापक अध्यक्ष राज सैनी बिलासपुर का कहना है कि अब तक कुल 3 जोड़ों का पंजीकरण हो चुका है, जिनमें 2 परिवार हरियाणा व एक परिवार दिल्ली से है। 15 मार्च को होने वाले विवाह समारोह में 21 जरूरतमंद बेटियों का सामूहिक विवाह किया जाएगा। <box>494 525 641 572</box>
rashi-name: तुला : <box>109 937 121 942</box>
rashi-name: मेष : <box>13 861 23 866</box>
sudoku-cell[interactable] <box>11 656 23 668</box>
basketball-headline-accent: सेमीफाइनल <box>427 455 475 468</box>
masthead <box>0 0 650 34</box>
kundli-house: 1 <box>139 802 142 807</box>
rashi-text: मिला-जुला दिन रहेगा, कामकाज में अच्छी सफलता, परिवार में सुख-शांति रहेगी। <box>63 977 104 1000</box>
sudoku-cell[interactable]: 9 <box>35 752 47 764</box>
rashi-name: कुंभ : <box>158 939 169 944</box>
page-number: 11 <box>8 14 24 30</box>
rashi-sign <box>11 976 59 1015</box>
subhead-text: किश्तें जमा नहीं कीं <box>91 461 148 470</box>
sudoku-cell[interactable]: 2 <box>23 740 35 752</box>
sudoku-cell[interactable] <box>95 752 107 764</box>
sudoku-cell[interactable] <box>83 716 95 728</box>
brand-small: navodaya times <box>70 3 103 8</box>
flat-body-4: गुरुग्राम, ईशान गुप्ता के प्रति शिकायत के शिकायत के आधार पर धोखाधड़ी और कूटरचना करने का मामला दर्ज किया गया है। धारा 420 के तहत मामला दर्ज कर लिया गया है। जांच अधिकारी ने बताया कि धोखाधड़ी के आरोपों की जांच आर्थिक अपराध शाखा-2 की जांच के आधार पर मामला दर्ज किया गया है। आर्थिक अपराध शाखा मामले में कार्रवाई कर रही है। <box>410 670 487 739</box>
flat-body-2: को दी शिकायत में मैसर्स वाटिका लैंड डेवलपर्स प्राइवेट लिमिटेड और मैसर्स केप्सटन इंफ्राटेक प्राइवेट लिमिटेड पर धोखाधड़ी के आरोप लगाए हैं। जिसमें बताया कि फ्लैट का आवंटन एक करोड़ से अधिक कीमत में किया गया। शिकायत में बताया कि 17 अप्रैल 2014 को मालूम हुआ से उनको फ्लैट नंबर डी-1101 आवंटित किया गया था। 16 जुलाई 2014 को कम्पनी आईडी एच्ए-0641 के साथ हजारों रूप में एग्रीमेंट किया गया, ये इसके बाद <box>248 670 324 752</box>
rashi-name: कन्या : <box>63 977 76 982</box>
kundli-house: 11 गुरु <box>161 777 171 781</box>
lead-body-2: राजकीय मॉडल संस्कृति सीनियर सेकेंडरी स्कूल, फर्रुखनगर व ताऊ देवीलाल स्टेडियम सेक्टर-43 व ताऊ देवीलाल स्टेडियम सोहना में गणतंत्र दिवस समारोह का आयोजन किया जाएगा। गणतंत्र दिवस पर आयोजित किए जाने वाले सभी कार्यक्रमों के आयोजित स्थलों की सुरक्षा सुनिश्चित करने के लिए पुलिस द्वारा ड्रोन के <box>88 152 162 214</box>
sudoku-cell[interactable] <box>95 692 107 704</box>
signs-right <box>156 859 204 1015</box>
tarcol-headline-line1: तारकोल मंगवाकर कंपनी को <box>218 235 435 259</box>
sudoku-cell[interactable] <box>83 692 95 704</box>
flat-col-1 <box>168 668 244 766</box>
